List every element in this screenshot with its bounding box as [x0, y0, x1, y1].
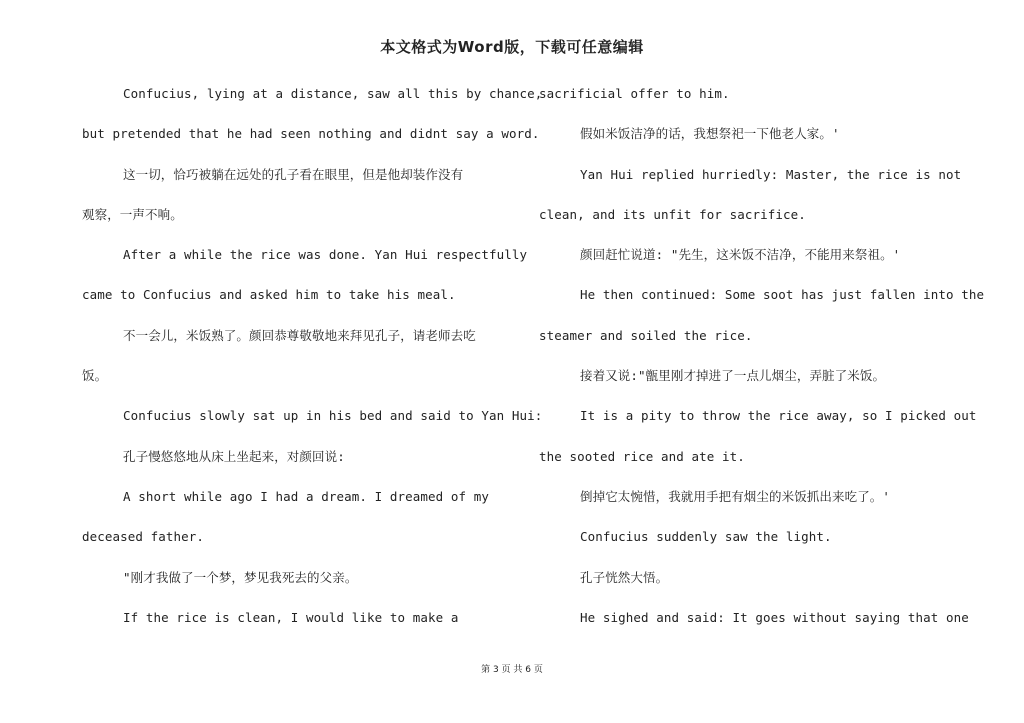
paragraph-line: the sooted rice and ate it.: [539, 448, 745, 464]
paragraph-line: clean, and its unfit for sacrifice.: [539, 206, 806, 222]
page-number-footer: 第 3 页 共 6 页: [481, 665, 543, 675]
paragraph-line: 观察，一声不响。: [82, 206, 183, 222]
paragraph-line: steamer and soiled the rice.: [539, 327, 753, 343]
paragraph-line: 颜回赶忙说道: "先生，这米饭不洁净，不能用来祭祖。': [580, 247, 901, 263]
right-text-column: [539, 81, 985, 645]
paragraph-line: 孔子慢悠悠地从床上坐起来，对颜回说:: [123, 448, 345, 464]
paragraph-line: Confucius suddenly saw the light.: [580, 529, 832, 545]
paragraph-line: Yan Hui replied hurriedly: Master, the rice is not: [580, 166, 962, 182]
paragraph-line: After a while the rice was done. Yan Hui respectfully: [123, 247, 528, 263]
paragraph-line: 孔子恍然大悟。: [580, 569, 669, 585]
paragraph-line: 不一会儿，米饭熟了。颜回恭尊敬敬地来拜见孔子，请老师去吃: [123, 327, 476, 343]
paragraph-line: If the rice is clean, I would like to make a: [123, 609, 459, 625]
paragraph-line: 这一切，恰巧被躺在远处的孔子看在眼里，但是他却装作没有: [123, 166, 464, 182]
paragraph-line: came to Confucius and asked him to take his meal.: [82, 287, 456, 303]
paragraph-line: A short while ago I had a dream. I dreamed of my: [123, 488, 490, 504]
left-text-column: [82, 81, 543, 645]
page-header-title: 本文格式为Word版，下载可任意编辑: [380, 38, 644, 56]
paragraph-line: It is a pity to throw the rice away, so I picked out: [580, 408, 977, 424]
paragraph-line: He then continued: Some soot has just fallen into the: [580, 287, 985, 303]
paragraph-line: 接着又说:"甑里刚才掉进了一点儿烟尘，弄脏了米饭。: [580, 368, 886, 384]
paragraph-line: sacrificial offer to him.: [539, 86, 730, 101]
paragraph-line: He sighed and said: It goes without saying that one: [580, 609, 969, 625]
paragraph-line: 倒掉它太惋惜，我就用手把有烟尘的米饭抓出来吃了。': [580, 488, 891, 504]
paragraph-line: 饭。: [82, 368, 108, 384]
paragraph-line: Confucius, lying at a distance, saw all this by chance,: [123, 86, 543, 101]
paragraph-line: 假如米饭洁净的话，我想祭祀一下他老人家。': [580, 126, 840, 142]
paragraph-line: deceased father.: [82, 529, 205, 545]
paragraph-line: "刚才我做了一个梦，梦见我死去的父亲。: [123, 569, 358, 585]
paragraph-line: Confucius slowly sat up in his bed and said to Yan Hui:: [123, 408, 543, 424]
paragraph-line: but pretended that he had seen nothing and didnt say a word.: [82, 126, 540, 142]
